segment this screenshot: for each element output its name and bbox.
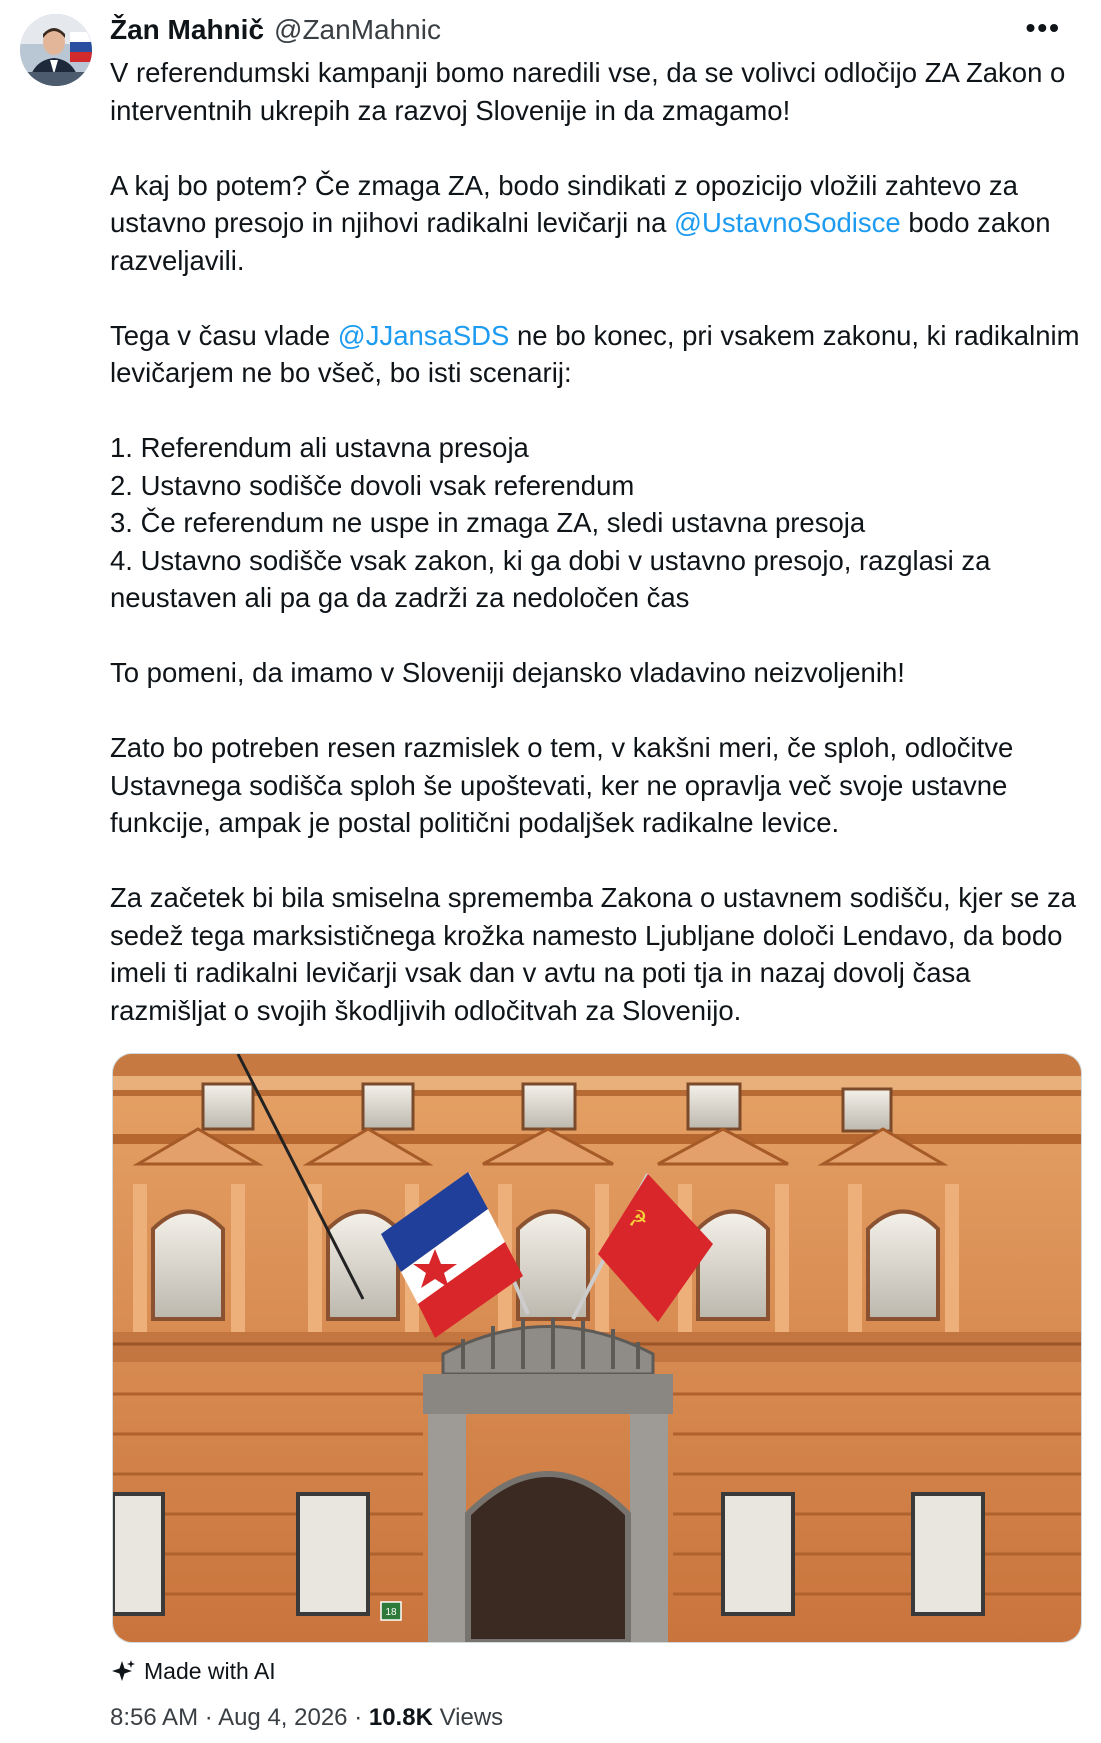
mention-link[interactable]: @JJansaSDS — [337, 319, 510, 351]
author-handle[interactable]: @ZanMahnic — [274, 14, 441, 45]
building-photo — [113, 1054, 1081, 1642]
tweet-photo[interactable] — [112, 1053, 1082, 1643]
tweet-paragraph-5: To pomeni, da imamo v Sloveniji dejansko vladavino neizvoljenih! — [110, 657, 905, 688]
tweet-paragraph-3 — [110, 317, 1080, 392]
tweet-text-segment: Tega v času vlade — [110, 319, 338, 351]
mention-link[interactable]: @UstavnoSodisce — [674, 207, 901, 238]
tweet-paragraph-7: Za začetek bi bila smiselna sprememba Zakona o ustavnem sodišču, kjer se za sedež tega marksističnega krožka namesto Ljubljane določi Lendavo, da bodo imeli ti radikalni levičarji vsak dan v avtu na poti tja in nazaj dovolj časa razmišljat o svojih škodljivih odločitvah za Slovenijo. — [110, 882, 1076, 1026]
made-with-ai-text: Made with AI — [144, 1658, 276, 1684]
list-item: 1. Referendum ali ustavna presoja — [110, 432, 529, 463]
tweet-text — [110, 54, 1080, 1067]
author-name[interactable]: Žan Mahnič — [110, 14, 265, 45]
tweet-list — [110, 429, 1080, 617]
tweet-text-segment: A kaj bo potem? Če zmaga ZA, bodo sindikati z opozicijo vložili zahtevo za ustavno presojo in njihovi radikalni levičarji na — [110, 169, 1018, 238]
avatar[interactable] — [20, 14, 92, 86]
meta-separator: · — [347, 1704, 369, 1731]
tweet-text-segment: bodo zakon razveljavili. — [110, 207, 1051, 276]
views-label: Views — [432, 1704, 504, 1731]
sparkle-icon — [110, 1659, 136, 1685]
tweet-paragraph-6: Zato bo potreben resen razmislek o tem, v kakšni meri, če sploh, odločitve Ustavnega sodišča sploh še upoštevati, ker ne opravlja več svoje ustavne funkcije, ampak je postal politični podaljšek radikalne levice. — [110, 732, 1014, 838]
list-item: 4. Ustavno sodišče vsak zakon, ki ga dobi v ustavno presojo, razglasi za neustaven ali pa ga da zadrži za nedoločen čas — [110, 544, 991, 613]
tweet-time[interactable]: 8:56 AM — [110, 1704, 199, 1731]
hammer-sickle-icon: ☭ — [628, 1207, 648, 1232]
tweet-date[interactable]: Aug 4, 2026 — [218, 1704, 348, 1731]
list-item: 2. Ustavno sodišče dovoli vsak referendum — [110, 469, 635, 501]
tweet-header — [110, 14, 1041, 50]
views-count: 10.8K — [368, 1704, 433, 1731]
made-with-ai-label[interactable] — [110, 1658, 276, 1685]
tweet-paragraph-2 — [110, 167, 1080, 280]
more-icon[interactable]: ••• — [1025, 12, 1061, 43]
meta-separator: · — [198, 1704, 219, 1731]
house-number-sign: 18 — [385, 1607, 397, 1618]
tweet-meta — [110, 1704, 503, 1732]
list-item: 3. Če referendum ne uspe in zmaga ZA, sledi ustavna presoja — [110, 507, 866, 538]
avatar-image — [20, 14, 92, 86]
tweet-paragraph-1: V referendumski kampanji bomo naredili vse, da se volivci odločijo ZA Zakon o interventnih ukrepih za razvoj Slovenije in da zmagamo! — [110, 57, 1066, 126]
tweet-text-segment: ne bo konec, pri vsakem zakonu, ki radikalnim levičarjem ne bo všeč, bo isti scenarij: — [110, 319, 1080, 388]
